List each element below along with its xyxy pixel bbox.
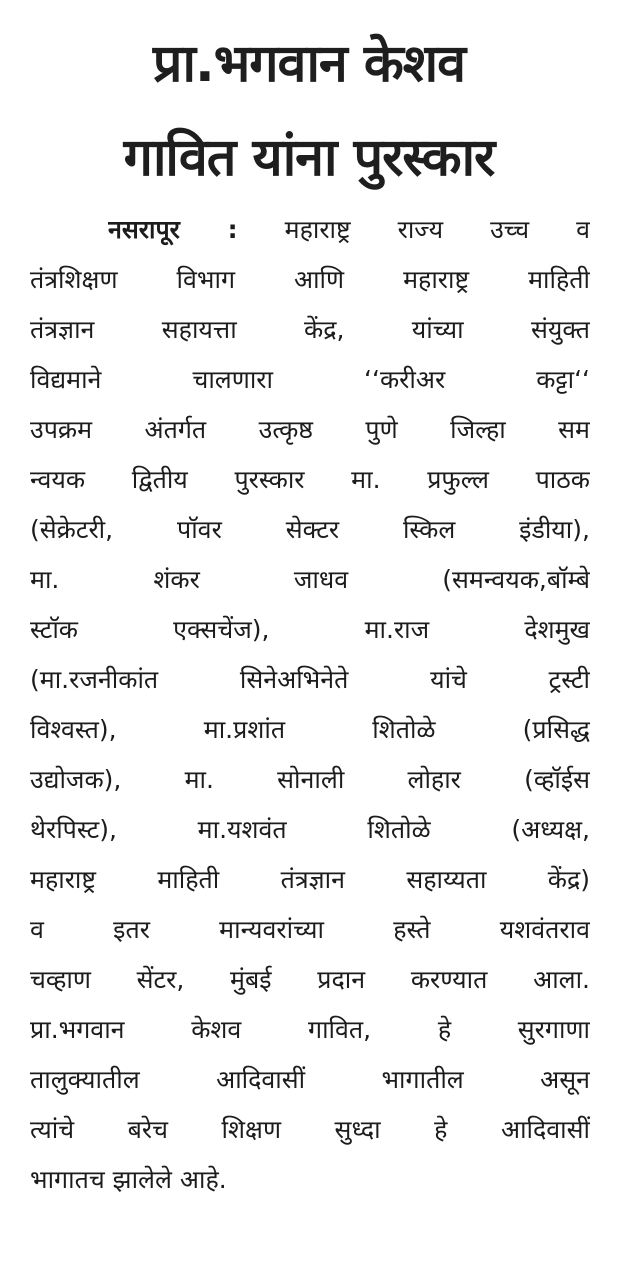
article-line-17: प्रा.भगवान केशव गावित, हे सुरगाणा xyxy=(30,1015,590,1044)
headline-line-1: प्रा.भगवान केशव xyxy=(152,34,466,94)
article-line-12: उद्योजक), मा. सोनाली लोहार (व्हॉईस xyxy=(30,765,590,794)
article-line-15: व इतर मान्यवरांच्या हस्ते यशवंतराव xyxy=(30,915,590,944)
headline-line-2: गावित यांना पुरस्कार xyxy=(123,128,495,188)
article-line-5: उपक्रम अंतर्गत उत्कृष्ठ पुणे जिल्हा सम xyxy=(30,415,590,444)
article-line-1-text: महाराष्ट्र राज्य उच्च व xyxy=(284,215,590,244)
article-line-16: चव्हाण सेंटर, मुंबई प्रदान करण्यात आला. xyxy=(30,965,590,994)
article-line-10: (मा.रजनीकांत सिनेअभिनेते यांचे ट्रस्टी xyxy=(30,665,590,694)
article-line-18: तालुक्यातील आदिवासीं भागातील असून xyxy=(30,1065,590,1094)
article-line-8: मा. शंकर जाधव (समन्वयक,बॉम्बे xyxy=(30,565,590,594)
article-line-19: त्यांचे बरेच शिक्षण सुध्दा हे आदिवासीं xyxy=(30,1115,590,1144)
article-line-7: (सेक्रेटरी, पॉवर सेक्टर स्किल इंडीया), xyxy=(30,515,590,544)
article-line-20: भागातच झालेले आहे. xyxy=(30,1165,227,1194)
article-line-11: विश्वस्त), मा.प्रशांत शितोळे (प्रसिद्ध xyxy=(30,715,590,744)
article-line-9: स्टॉक एक्सचेंज), मा.राज देशमुख xyxy=(30,615,590,644)
article-line-1 xyxy=(108,206,590,254)
article-line-13: थेरपिस्ट), मा.यशवंत शितोळे (अध्यक्ष, xyxy=(30,815,590,844)
article-line-6: न्वयक द्वितीय पुरस्कार मा. प्रफुल्ल पाठक xyxy=(30,465,590,494)
article-line-14: महाराष्ट्र माहिती तंत्रज्ञान सहाय्यता केंद्र) xyxy=(30,865,590,894)
article-line-2: तंत्रशिक्षण विभाग आणि महाराष्ट्र माहिती xyxy=(30,265,590,294)
article-line-3: तंत्रज्ञान सहायत्ता केंद्र, यांच्या संयुक्त xyxy=(30,315,590,344)
article-line-4: विद्यमाने चालणारा ‘‘करीअर कट्टा‘‘ xyxy=(30,365,590,394)
dateline: नसरापूर : xyxy=(108,215,238,244)
